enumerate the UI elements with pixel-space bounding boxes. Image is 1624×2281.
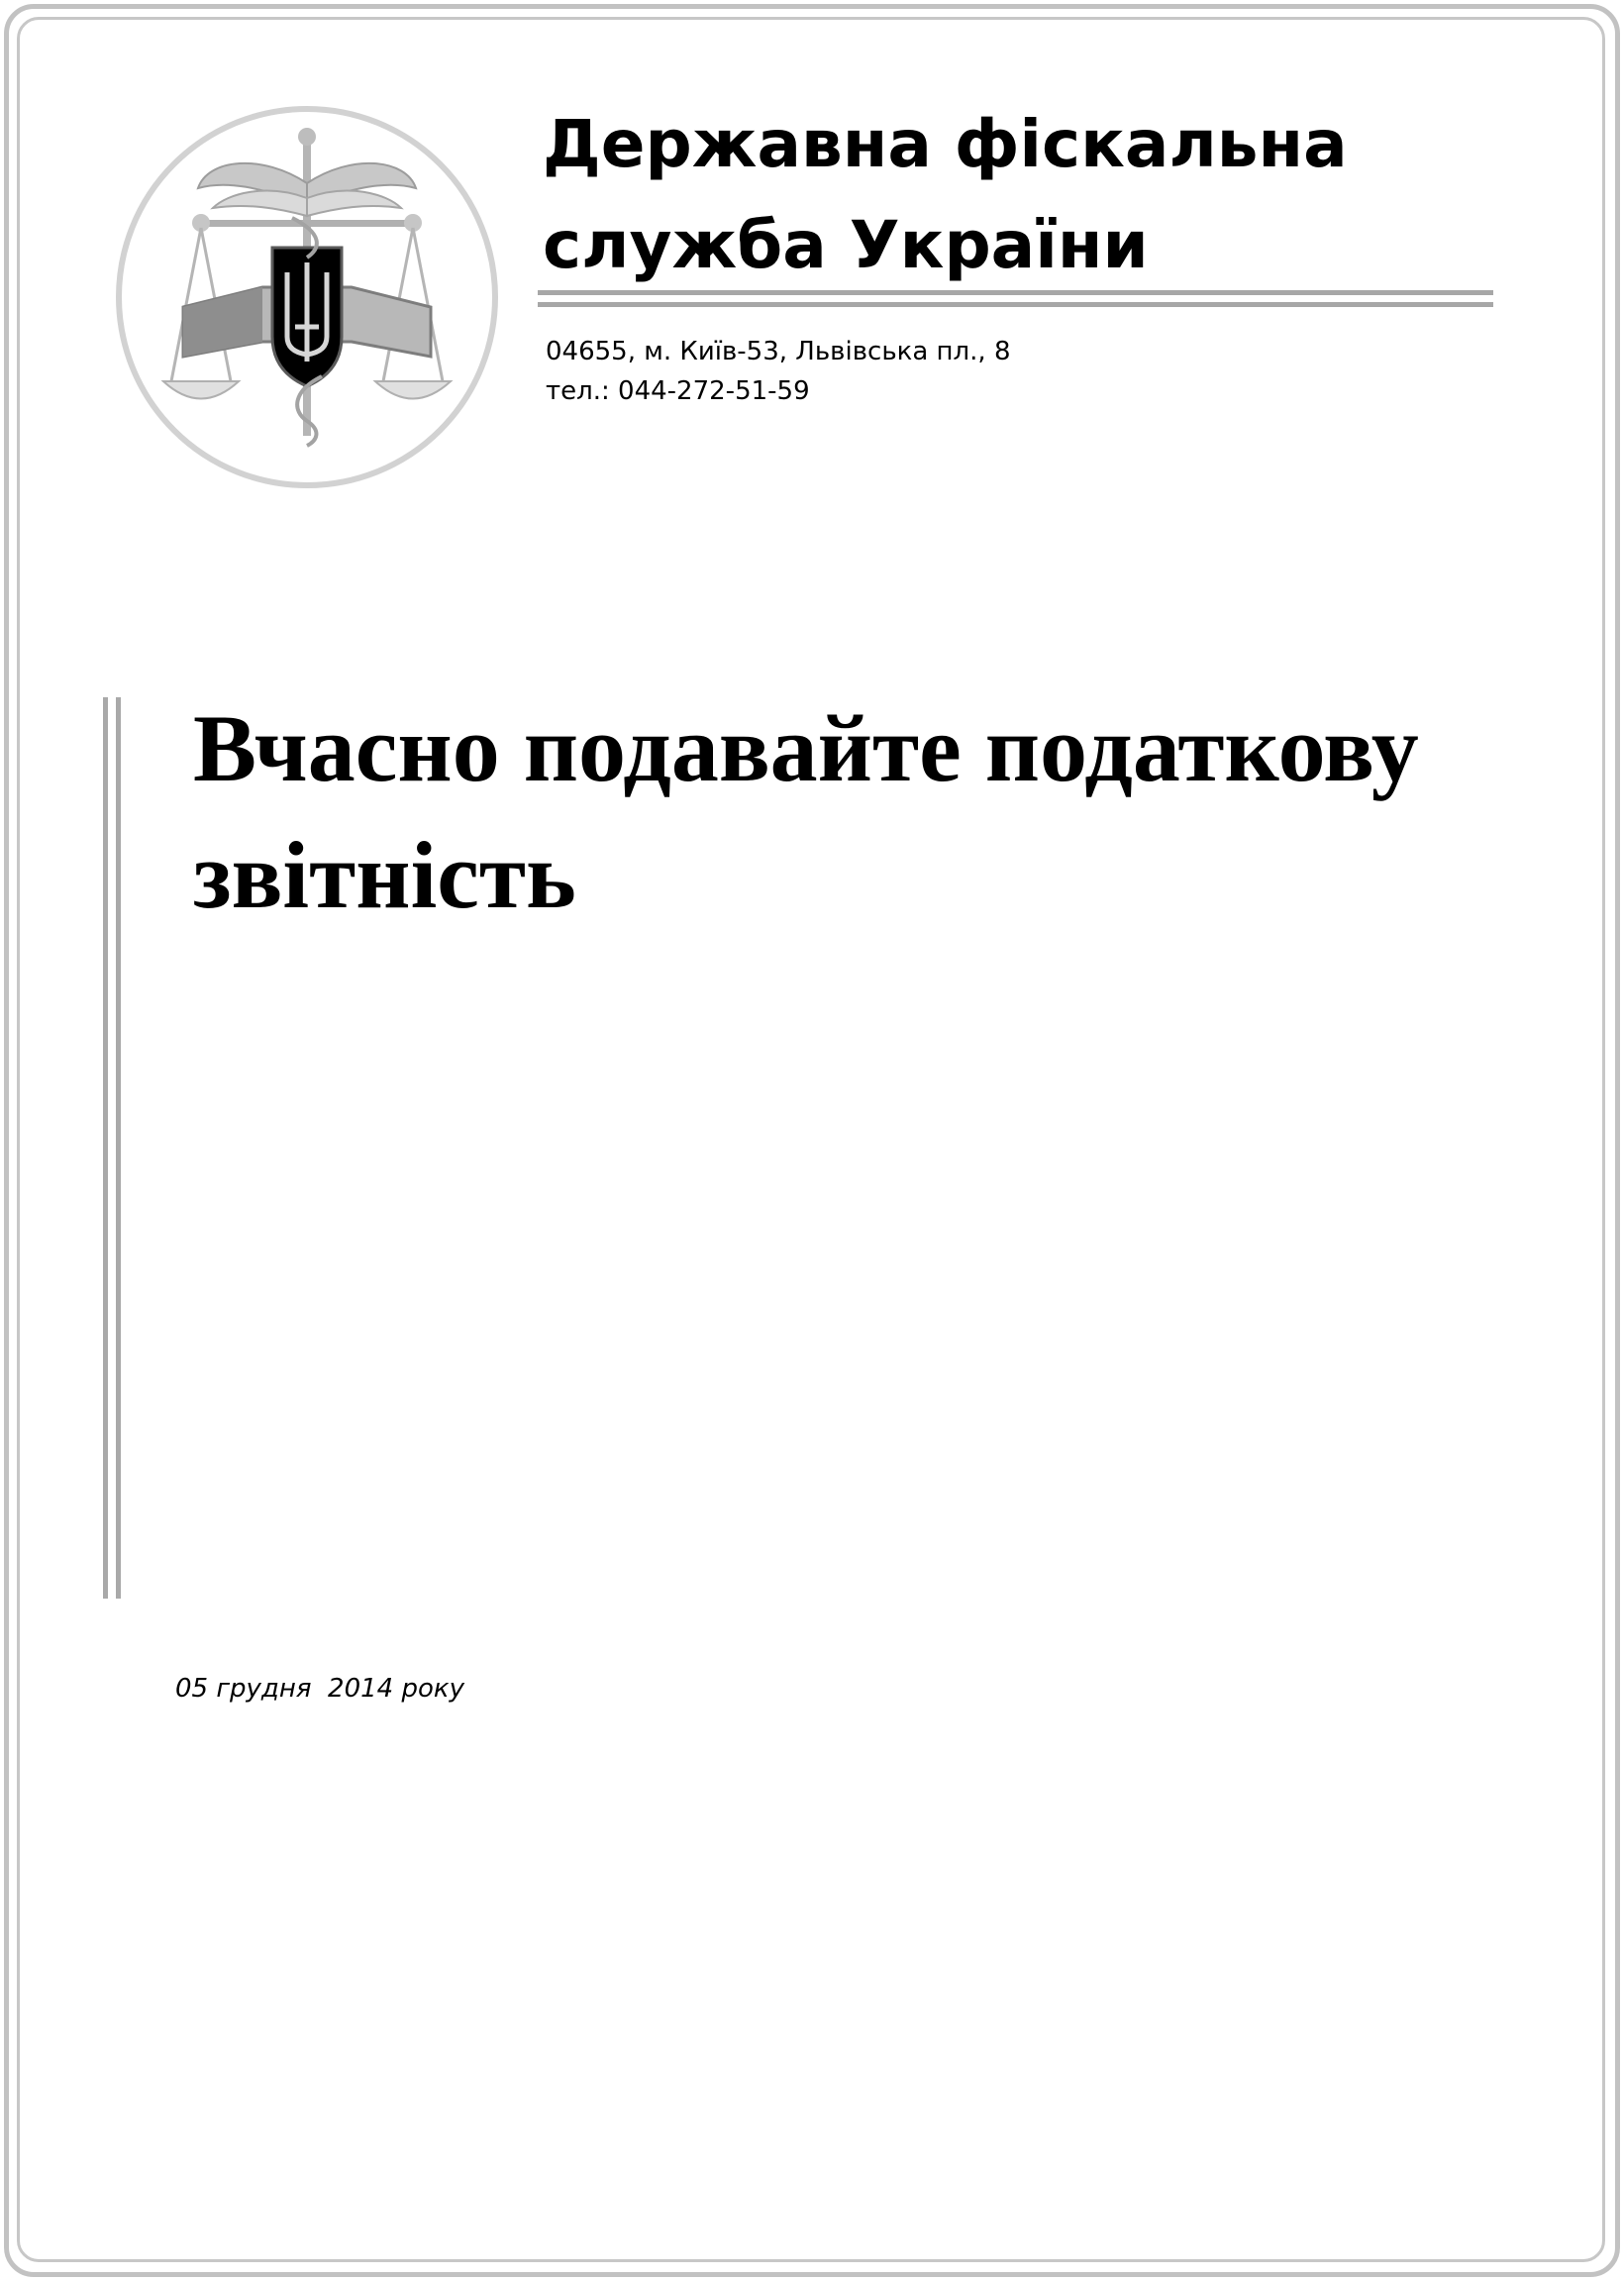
organization-name-line-1: Державна фіскальна bbox=[543, 106, 1348, 182]
document-title-line-2: звітність bbox=[193, 822, 576, 928]
document-date: 05 грудня 2014 року bbox=[175, 1674, 464, 1704]
header-rule-top bbox=[538, 290, 1493, 295]
state-fiscal-service-emblem-icon bbox=[114, 99, 500, 495]
organization-name-line-2: служба України bbox=[543, 207, 1149, 283]
title-side-bar-inner bbox=[116, 697, 121, 1599]
address-text: 04655, м. Київ-53, Львівська пл., 8 bbox=[546, 337, 1011, 366]
contact-block bbox=[546, 332, 1011, 411]
header-rule-bottom bbox=[538, 302, 1493, 307]
organization-name bbox=[543, 94, 1513, 296]
title-side-bar-outer bbox=[103, 697, 108, 1599]
document-title-line-1: Вчасно подавайте податкову bbox=[193, 695, 1419, 801]
phone-text: тел.: 044-272-51-59 bbox=[546, 376, 810, 406]
document-title bbox=[193, 685, 1510, 939]
